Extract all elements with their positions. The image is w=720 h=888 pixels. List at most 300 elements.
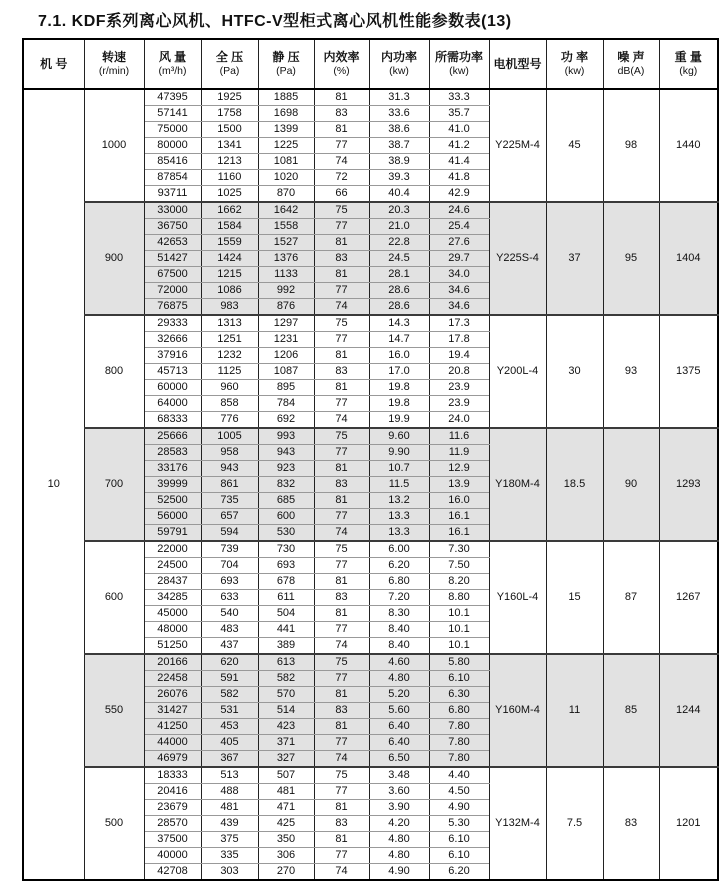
air-volume-cell: 93711 (144, 186, 201, 203)
column-header-speed (84, 39, 144, 89)
internal-power-cell: 4.20 (369, 816, 429, 832)
speed-cell: 800 (84, 315, 144, 428)
total-pressure-cell: 739 (201, 541, 258, 558)
table-row (23, 541, 718, 558)
static-pressure-cell: 1399 (258, 122, 314, 138)
efficiency-cell: 77 (314, 445, 369, 461)
required-power-cell: 8.20 (429, 574, 489, 590)
required-power-cell: 12.9 (429, 461, 489, 477)
required-power-cell: 6.30 (429, 687, 489, 703)
total-pressure-cell: 335 (201, 848, 258, 864)
static-pressure-cell: 530 (258, 525, 314, 542)
air-volume-cell: 51427 (144, 251, 201, 267)
static-pressure-cell: 1376 (258, 251, 314, 267)
weight-cell: 1244 (659, 654, 718, 767)
static-pressure-cell: 992 (258, 283, 314, 299)
total-pressure-cell: 481 (201, 800, 258, 816)
required-power-cell: 7.50 (429, 558, 489, 574)
internal-power-cell: 9.60 (369, 428, 429, 445)
column-header-required-power (429, 39, 489, 89)
static-pressure-cell: 600 (258, 509, 314, 525)
static-pressure-cell: 876 (258, 299, 314, 316)
efficiency-cell: 81 (314, 832, 369, 848)
total-pressure-cell: 1662 (201, 202, 258, 219)
header-label: 机 号 (40, 56, 68, 71)
static-pressure-cell: 1225 (258, 138, 314, 154)
efficiency-cell: 75 (314, 202, 369, 219)
static-pressure-cell: 441 (258, 622, 314, 638)
air-volume-cell: 45713 (144, 364, 201, 380)
column-header-internal-efficiency (314, 39, 369, 89)
internal-power-cell: 21.0 (369, 219, 429, 235)
static-pressure-cell: 514 (258, 703, 314, 719)
required-power-cell: 24.0 (429, 412, 489, 429)
weight-cell: 1440 (659, 89, 718, 202)
required-power-cell: 16.1 (429, 509, 489, 525)
air-volume-cell: 28570 (144, 816, 201, 832)
required-power-cell: 24.6 (429, 202, 489, 219)
required-power-cell: 35.7 (429, 106, 489, 122)
noise-cell: 87 (603, 541, 659, 654)
table-header (23, 39, 718, 89)
efficiency-cell: 77 (314, 848, 369, 864)
total-pressure-cell: 1086 (201, 283, 258, 299)
air-volume-cell: 20416 (144, 784, 201, 800)
air-volume-cell: 20166 (144, 654, 201, 671)
efficiency-cell: 81 (314, 493, 369, 509)
air-volume-cell: 64000 (144, 396, 201, 412)
static-pressure-cell: 1133 (258, 267, 314, 283)
internal-power-cell: 10.7 (369, 461, 429, 477)
efficiency-cell: 74 (314, 638, 369, 655)
required-power-cell: 17.8 (429, 332, 489, 348)
air-volume-cell: 51250 (144, 638, 201, 655)
header-unit: (r/min) (98, 65, 130, 77)
efficiency-cell: 74 (314, 751, 369, 768)
page-title: 7.1. KDF系列离心风机、HTFC-V型柜式离心风机性能参数表(13) (38, 13, 512, 30)
total-pressure-cell: 488 (201, 784, 258, 800)
total-pressure-cell: 594 (201, 525, 258, 542)
required-power-cell: 41.2 (429, 138, 489, 154)
motor-model-cell: Y200L-4 (489, 315, 546, 428)
speed-cell: 500 (84, 767, 144, 880)
required-power-cell: 7.30 (429, 541, 489, 558)
efficiency-cell: 77 (314, 283, 369, 299)
speed-cell: 550 (84, 654, 144, 767)
header-unit: (%) (333, 65, 350, 77)
required-power-cell: 6.80 (429, 703, 489, 719)
air-volume-cell: 75000 (144, 122, 201, 138)
machine-no-cell: 10 (23, 89, 84, 880)
internal-power-cell: 28.6 (369, 299, 429, 316)
required-power-cell: 23.9 (429, 380, 489, 396)
efficiency-cell: 81 (314, 461, 369, 477)
column-header-static-pressure (258, 39, 314, 89)
air-volume-cell: 46979 (144, 751, 201, 768)
static-pressure-cell: 1081 (258, 154, 314, 170)
air-volume-cell: 33000 (144, 202, 201, 219)
required-power-cell: 41.0 (429, 122, 489, 138)
total-pressure-cell: 1215 (201, 267, 258, 283)
static-pressure-cell: 1885 (258, 89, 314, 106)
total-pressure-cell: 1341 (201, 138, 258, 154)
header-label: 静 压 (272, 50, 300, 64)
required-power-cell: 6.20 (429, 864, 489, 881)
total-pressure-cell: 1424 (201, 251, 258, 267)
speed-cell: 700 (84, 428, 144, 541)
efficiency-cell: 81 (314, 719, 369, 735)
total-pressure-cell: 1025 (201, 186, 258, 203)
total-pressure-cell: 960 (201, 380, 258, 396)
air-volume-cell: 42708 (144, 864, 201, 881)
internal-power-cell: 19.8 (369, 396, 429, 412)
total-pressure-cell: 735 (201, 493, 258, 509)
required-power-cell: 34.6 (429, 299, 489, 316)
air-volume-cell: 48000 (144, 622, 201, 638)
motor-power-cell: 11 (546, 654, 603, 767)
air-volume-cell: 37916 (144, 348, 201, 364)
air-volume-cell: 76875 (144, 299, 201, 316)
static-pressure-cell: 993 (258, 428, 314, 445)
motor-model-cell: Y160L-4 (489, 541, 546, 654)
required-power-cell: 6.10 (429, 671, 489, 687)
internal-power-cell: 28.1 (369, 267, 429, 283)
total-pressure-cell: 540 (201, 606, 258, 622)
efficiency-cell: 72 (314, 170, 369, 186)
static-pressure-cell: 481 (258, 784, 314, 800)
internal-power-cell: 13.3 (369, 525, 429, 542)
noise-cell: 95 (603, 202, 659, 315)
air-volume-cell: 41250 (144, 719, 201, 735)
air-volume-cell: 85416 (144, 154, 201, 170)
efficiency-cell: 74 (314, 864, 369, 881)
header-unit: (kw) (389, 65, 409, 77)
air-volume-cell: 26076 (144, 687, 201, 703)
static-pressure-cell: 692 (258, 412, 314, 429)
total-pressure-cell: 303 (201, 864, 258, 881)
required-power-cell: 7.80 (429, 735, 489, 751)
noise-cell: 93 (603, 315, 659, 428)
efficiency-cell: 77 (314, 396, 369, 412)
internal-power-cell: 5.20 (369, 687, 429, 703)
total-pressure-cell: 704 (201, 558, 258, 574)
internal-power-cell: 19.8 (369, 380, 429, 396)
static-pressure-cell: 1020 (258, 170, 314, 186)
internal-power-cell: 6.20 (369, 558, 429, 574)
internal-power-cell: 4.80 (369, 671, 429, 687)
header-label: 功 率 (560, 50, 589, 64)
static-pressure-cell: 504 (258, 606, 314, 622)
required-power-cell: 7.80 (429, 719, 489, 735)
table-row (23, 654, 718, 671)
air-volume-cell: 25666 (144, 428, 201, 445)
air-volume-cell: 29333 (144, 315, 201, 332)
efficiency-cell: 81 (314, 380, 369, 396)
static-pressure-cell: 1527 (258, 235, 314, 251)
static-pressure-cell: 1206 (258, 348, 314, 364)
static-pressure-cell: 613 (258, 654, 314, 671)
motor-model-cell: Y225S-4 (489, 202, 546, 315)
required-power-cell: 17.3 (429, 315, 489, 332)
internal-power-cell: 7.20 (369, 590, 429, 606)
motor-power-cell: 37 (546, 202, 603, 315)
internal-power-cell: 39.3 (369, 170, 429, 186)
column-header-power (546, 39, 603, 89)
static-pressure-cell: 582 (258, 671, 314, 687)
static-pressure-cell: 1297 (258, 315, 314, 332)
internal-power-cell: 16.0 (369, 348, 429, 364)
efficiency-cell: 81 (314, 574, 369, 590)
required-power-cell: 41.8 (429, 170, 489, 186)
efficiency-cell: 66 (314, 186, 369, 203)
required-power-cell: 6.10 (429, 848, 489, 864)
efficiency-cell: 75 (314, 315, 369, 332)
air-volume-cell: 22000 (144, 541, 201, 558)
air-volume-cell: 22458 (144, 671, 201, 687)
internal-power-cell: 28.6 (369, 283, 429, 299)
total-pressure-cell: 1005 (201, 428, 258, 445)
total-pressure-cell: 483 (201, 622, 258, 638)
efficiency-cell: 74 (314, 412, 369, 429)
required-power-cell: 13.9 (429, 477, 489, 493)
required-power-cell: 29.7 (429, 251, 489, 267)
required-power-cell: 42.9 (429, 186, 489, 203)
motor-power-cell: 15 (546, 541, 603, 654)
column-header-motor-model (489, 39, 546, 89)
air-volume-cell: 42653 (144, 235, 201, 251)
column-header-machine-no (23, 39, 84, 89)
weight-cell: 1404 (659, 202, 718, 315)
table-body (23, 89, 718, 880)
column-header-air-volume (144, 39, 201, 89)
column-header-internal-power (369, 39, 429, 89)
motor-model-cell: Y160M-4 (489, 654, 546, 767)
internal-power-cell: 33.6 (369, 106, 429, 122)
efficiency-cell: 83 (314, 364, 369, 380)
header-label: 重 量 (674, 50, 702, 64)
required-power-cell: 16.1 (429, 525, 489, 542)
total-pressure-cell: 1758 (201, 106, 258, 122)
air-volume-cell: 33176 (144, 461, 201, 477)
efficiency-cell: 77 (314, 558, 369, 574)
static-pressure-cell: 270 (258, 864, 314, 881)
internal-power-cell: 20.3 (369, 202, 429, 219)
air-volume-cell: 28583 (144, 445, 201, 461)
noise-cell: 98 (603, 89, 659, 202)
efficiency-cell: 77 (314, 784, 369, 800)
total-pressure-cell: 1160 (201, 170, 258, 186)
required-power-cell: 8.80 (429, 590, 489, 606)
internal-power-cell: 4.80 (369, 848, 429, 864)
internal-power-cell: 6.40 (369, 735, 429, 751)
total-pressure-cell: 375 (201, 832, 258, 848)
air-volume-cell: 37500 (144, 832, 201, 848)
total-pressure-cell: 453 (201, 719, 258, 735)
efficiency-cell: 77 (314, 219, 369, 235)
static-pressure-cell: 471 (258, 800, 314, 816)
efficiency-cell: 81 (314, 122, 369, 138)
required-power-cell: 11.9 (429, 445, 489, 461)
total-pressure-cell: 633 (201, 590, 258, 606)
required-power-cell: 20.8 (429, 364, 489, 380)
required-power-cell: 10.1 (429, 622, 489, 638)
internal-power-cell: 8.40 (369, 638, 429, 655)
table-row (23, 428, 718, 445)
efficiency-cell: 74 (314, 525, 369, 542)
efficiency-cell: 83 (314, 816, 369, 832)
air-volume-cell: 57141 (144, 106, 201, 122)
air-volume-cell: 45000 (144, 606, 201, 622)
motor-model-cell: Y180M-4 (489, 428, 546, 541)
total-pressure-cell: 437 (201, 638, 258, 655)
efficiency-cell: 81 (314, 89, 369, 106)
static-pressure-cell: 423 (258, 719, 314, 735)
internal-power-cell: 6.40 (369, 719, 429, 735)
efficiency-cell: 77 (314, 332, 369, 348)
efficiency-cell: 77 (314, 735, 369, 751)
noise-cell: 83 (603, 767, 659, 880)
weight-cell: 1267 (659, 541, 718, 654)
static-pressure-cell: 693 (258, 558, 314, 574)
static-pressure-cell: 1087 (258, 364, 314, 380)
efficiency-cell: 83 (314, 590, 369, 606)
air-volume-cell: 44000 (144, 735, 201, 751)
motor-power-cell: 30 (546, 315, 603, 428)
efficiency-cell: 75 (314, 428, 369, 445)
static-pressure-cell: 507 (258, 767, 314, 784)
header-label: 转速 (101, 50, 126, 64)
total-pressure-cell: 657 (201, 509, 258, 525)
required-power-cell: 11.6 (429, 428, 489, 445)
air-volume-cell: 24500 (144, 558, 201, 574)
internal-power-cell: 14.3 (369, 315, 429, 332)
speed-cell: 900 (84, 202, 144, 315)
air-volume-cell: 40000 (144, 848, 201, 864)
total-pressure-cell: 1925 (201, 89, 258, 106)
header-unit: (kw) (564, 65, 585, 77)
header-unit: (m³/h) (158, 65, 187, 77)
internal-power-cell: 6.50 (369, 751, 429, 768)
static-pressure-cell: 685 (258, 493, 314, 509)
total-pressure-cell: 1251 (201, 332, 258, 348)
air-volume-cell: 39999 (144, 477, 201, 493)
total-pressure-cell: 582 (201, 687, 258, 703)
total-pressure-cell: 531 (201, 703, 258, 719)
efficiency-cell: 83 (314, 703, 369, 719)
internal-power-cell: 11.5 (369, 477, 429, 493)
air-volume-cell: 36750 (144, 219, 201, 235)
header-unit: (kw) (449, 65, 469, 77)
static-pressure-cell: 389 (258, 638, 314, 655)
total-pressure-cell: 693 (201, 574, 258, 590)
required-power-cell: 4.90 (429, 800, 489, 816)
header-label: 电机型号 (493, 56, 542, 71)
total-pressure-cell: 1232 (201, 348, 258, 364)
internal-power-cell: 4.80 (369, 832, 429, 848)
header-row (23, 39, 718, 89)
internal-power-cell: 4.60 (369, 654, 429, 671)
internal-power-cell: 13.2 (369, 493, 429, 509)
column-header-weight (659, 39, 718, 89)
efficiency-cell: 75 (314, 767, 369, 784)
header-unit: (Pa) (276, 65, 296, 77)
header-label: 全 压 (215, 50, 244, 64)
total-pressure-cell: 983 (201, 299, 258, 316)
total-pressure-cell: 513 (201, 767, 258, 784)
weight-cell: 1201 (659, 767, 718, 880)
efficiency-cell: 77 (314, 509, 369, 525)
efficiency-cell: 81 (314, 800, 369, 816)
efficiency-cell: 81 (314, 348, 369, 364)
motor-power-cell: 7.5 (546, 767, 603, 880)
internal-power-cell: 6.80 (369, 574, 429, 590)
total-pressure-cell: 1213 (201, 154, 258, 170)
total-pressure-cell: 367 (201, 751, 258, 768)
static-pressure-cell: 943 (258, 445, 314, 461)
total-pressure-cell: 776 (201, 412, 258, 429)
required-power-cell: 25.4 (429, 219, 489, 235)
header-unit: (Pa) (219, 65, 240, 77)
static-pressure-cell: 895 (258, 380, 314, 396)
efficiency-cell: 74 (314, 154, 369, 170)
required-power-cell: 10.1 (429, 638, 489, 655)
air-volume-cell: 87854 (144, 170, 201, 186)
air-volume-cell: 31427 (144, 703, 201, 719)
air-volume-cell: 28437 (144, 574, 201, 590)
header-label: 风 量 (158, 50, 187, 64)
efficiency-cell: 81 (314, 606, 369, 622)
efficiency-cell: 77 (314, 138, 369, 154)
column-header-noise (603, 39, 659, 89)
air-volume-cell: 68333 (144, 412, 201, 429)
table-row (23, 202, 718, 219)
efficiency-cell: 83 (314, 477, 369, 493)
table-row (23, 89, 718, 106)
header-unit: (kg) (679, 65, 698, 77)
air-volume-cell: 32666 (144, 332, 201, 348)
table-row (23, 767, 718, 784)
required-power-cell: 6.10 (429, 832, 489, 848)
internal-power-cell: 24.5 (369, 251, 429, 267)
static-pressure-cell: 306 (258, 848, 314, 864)
static-pressure-cell: 611 (258, 590, 314, 606)
motor-model-cell: Y225M-4 (489, 89, 546, 202)
internal-power-cell: 8.30 (369, 606, 429, 622)
static-pressure-cell: 1558 (258, 219, 314, 235)
header-label: 噪 声 (617, 50, 645, 64)
total-pressure-cell: 591 (201, 671, 258, 687)
total-pressure-cell: 861 (201, 477, 258, 493)
static-pressure-cell: 1642 (258, 202, 314, 219)
motor-power-cell: 45 (546, 89, 603, 202)
motor-model-cell: Y132M-4 (489, 767, 546, 880)
air-volume-cell: 56000 (144, 509, 201, 525)
required-power-cell: 5.80 (429, 654, 489, 671)
required-power-cell: 16.0 (429, 493, 489, 509)
required-power-cell: 23.9 (429, 396, 489, 412)
static-pressure-cell: 870 (258, 186, 314, 203)
required-power-cell: 5.30 (429, 816, 489, 832)
weight-cell: 1375 (659, 315, 718, 428)
efficiency-cell: 77 (314, 671, 369, 687)
efficiency-cell: 75 (314, 654, 369, 671)
header-unit: dB(A) (617, 65, 645, 77)
air-volume-cell: 72000 (144, 283, 201, 299)
internal-power-cell: 4.90 (369, 864, 429, 881)
internal-power-cell: 22.8 (369, 235, 429, 251)
air-volume-cell: 59791 (144, 525, 201, 542)
total-pressure-cell: 958 (201, 445, 258, 461)
